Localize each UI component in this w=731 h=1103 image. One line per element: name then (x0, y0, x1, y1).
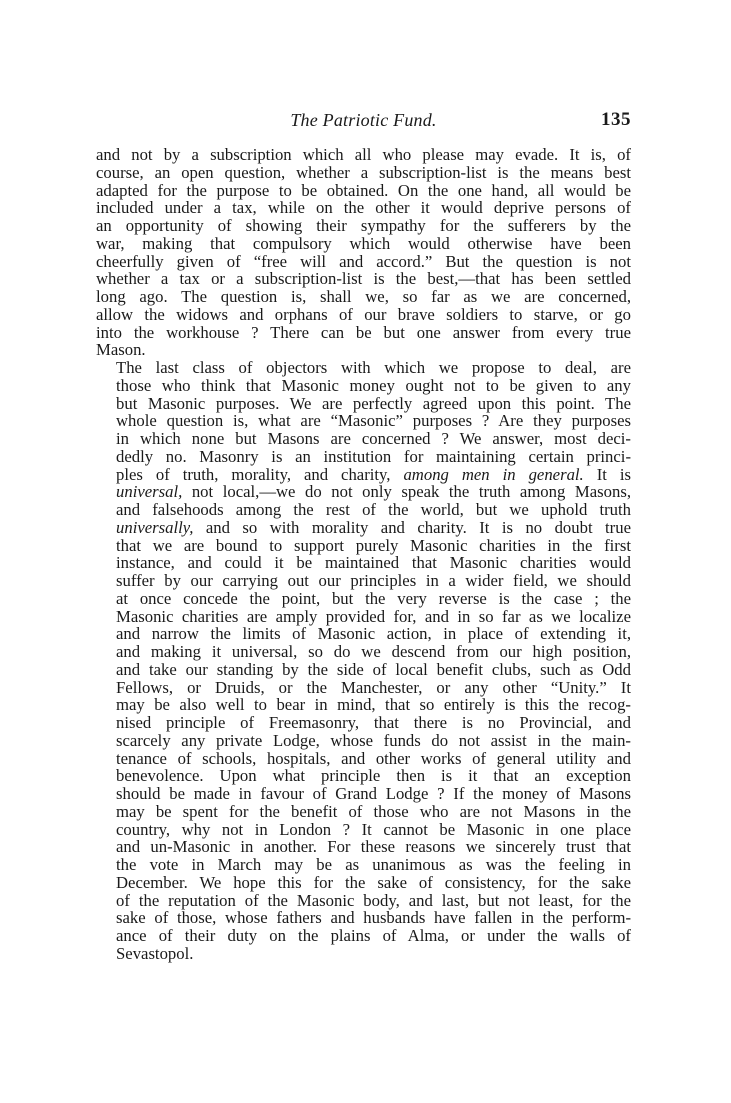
text-run: war, making that compulsory which would otherwise have been (96, 233, 631, 253)
text-line (96, 182, 631, 200)
text-line (96, 590, 631, 608)
text-line (96, 395, 631, 413)
text-line (96, 288, 631, 306)
text-line (96, 679, 631, 697)
text-line (96, 643, 631, 661)
text-run: may be also well to bear in mind, that so entirely is this the recog- (116, 695, 631, 715)
text-run: benevolence. Upon what principle then is it that an exception (116, 766, 631, 786)
text-run: long ago. The question is, shall we, so far as we are concerned, (96, 287, 631, 306)
text-run: those who think that Masonic money ought not to be given to any (116, 375, 631, 395)
text-run: and narrow the limits of Masonic action, in place of extending it, (116, 624, 631, 644)
text-run: but Masonic purposes. We are perfectly agreed upon this point. The (116, 393, 631, 413)
text-line (96, 767, 631, 785)
text-run: It is (583, 464, 632, 484)
text-run: scarcely any private Lodge, whose funds do not assist in the main- (116, 730, 631, 750)
running-head (96, 110, 631, 136)
text-run: adapted for the purpose to be obtained. On the one hand, all would be (96, 180, 631, 200)
paragraph (96, 146, 631, 359)
text-line (96, 892, 631, 910)
text-run: included under a tax, while on the other it would deprive persons of (96, 198, 631, 218)
text-run: dedly no. Masonry is an institution for maintaining certain princi- (116, 446, 631, 466)
text-run: and falsehoods among the rest of the world, but we uphold truth (116, 500, 631, 519)
text-line (96, 483, 631, 501)
text-run: instance, and could it be maintained that Masonic charities would (116, 553, 631, 573)
text-line (96, 732, 631, 750)
text-run: and not by a subscription which all who please may evade. It is, of (96, 145, 631, 164)
italic-text: universal, (116, 482, 183, 502)
paragraph (96, 359, 631, 963)
text-line (96, 519, 631, 537)
text-line (96, 838, 631, 856)
text-line (96, 377, 631, 395)
text-run: allow the widows and orphans of our brave soldiers to starve, or go (96, 304, 631, 324)
text-run: and so with morality and charity. It is no doubt true (193, 517, 631, 537)
text-line (96, 785, 631, 803)
text-line (96, 909, 631, 927)
text-line (96, 874, 631, 892)
text-line (96, 448, 631, 466)
text-line (96, 608, 631, 626)
text-line (96, 945, 631, 963)
text-line (96, 625, 631, 643)
text-run: The last class of objectors with which we propose to deal, are (116, 358, 631, 377)
text-run: tenance of schools, hospitals, and other works of general utility and (116, 748, 631, 768)
text-run: whole question is, what are “Masonic” purposes ? Are they purposes (116, 411, 631, 431)
italic-text: universally, (116, 517, 194, 537)
text-run: December. We hope this for the sake of consistency, for the sake (116, 872, 631, 892)
text-line (96, 253, 631, 271)
text-run: suffer by our carrying out our principles in a wider field, we should (116, 571, 631, 590)
text-line (96, 324, 631, 342)
text-line (96, 714, 631, 732)
text-line (96, 306, 631, 324)
text-line (96, 537, 631, 555)
text-run: may be spent for the benefit of those who are not Masons in the (116, 801, 631, 821)
text-line (96, 146, 631, 164)
text-line (96, 750, 631, 768)
text-run: ance of their duty on the plains of Alma, or under the walls of (116, 926, 631, 945)
text-run: and un-Masonic in another. For these reasons we sincerely trust that (116, 837, 631, 857)
text-run: nised principle of Freemasonry, that there is no Provincial, and (116, 713, 631, 732)
page-number: 135 (601, 109, 631, 130)
text-line (96, 341, 631, 359)
text-run: not local,—we do not only speak the truth among Masons, (182, 482, 631, 502)
text-run: and making it universal, so do we descend from our high position, (116, 642, 631, 661)
text-line (96, 199, 631, 217)
text-run: Sevastopol. (116, 943, 194, 963)
text-run: the vote in March may be as unanimous as was the feeling in (116, 855, 631, 874)
text-run: country, why not in London ? It cannot be Masonic in one place (116, 819, 631, 839)
running-title: The Patriotic Fund. (290, 110, 437, 130)
text-line (96, 164, 631, 182)
text-line (96, 235, 631, 253)
text-run: should be made in favour of Grand Lodge ? If the money of Masons (116, 784, 631, 803)
text-run: that we are bound to support purely Masonic charities in the first (116, 535, 631, 555)
text-run: whether a tax or a subscription-list is the best,—that has been settled (96, 269, 631, 289)
text-run: an opportunity of showing their sympathy for the sufferers by the (96, 216, 631, 235)
text-run: Masonic charities are amply provided for, and in so far as we localize (116, 606, 631, 626)
text-run: and take our standing by the side of local benefit clubs, such as Odd (116, 659, 631, 679)
text-line (96, 661, 631, 679)
text-line (96, 412, 631, 430)
italic-text: among men in general. (403, 464, 584, 484)
text-run: Fellows, or Druids, or the Manchester, or any other “Unity.” It (116, 677, 631, 697)
text-line (96, 821, 631, 839)
article-body (96, 146, 631, 963)
text-line (96, 501, 631, 519)
text-line (96, 696, 631, 714)
text-line (96, 856, 631, 874)
text-line (96, 572, 631, 590)
text-run: into the workhouse ? There can be but one answer from every true (96, 322, 631, 342)
text-run: at once concede the point, but the very reverse is the case ; the (116, 588, 631, 608)
text-line (96, 270, 631, 288)
text-line (96, 430, 631, 448)
text-run: sake of those, whose fathers and husbands have fallen in the perform- (116, 908, 631, 928)
text-run: course, an open question, whether a subscription-list is the means best (96, 162, 631, 182)
text-line (96, 359, 631, 377)
text-run: cheerfully given of “free will and accord.” But the question is not (96, 251, 631, 271)
text-line (96, 927, 631, 945)
text-run: Mason. (96, 340, 146, 360)
text-line (96, 803, 631, 821)
text-line (96, 217, 631, 235)
text-run: of the reputation of the Masonic body, and last, but not least, for the (116, 890, 631, 910)
text-run: in which none but Masons are concerned ? We answer, most deci- (116, 429, 631, 448)
text-line (96, 554, 631, 572)
text-line (96, 466, 631, 484)
text-run: ples of truth, morality, and charity, (116, 464, 404, 484)
